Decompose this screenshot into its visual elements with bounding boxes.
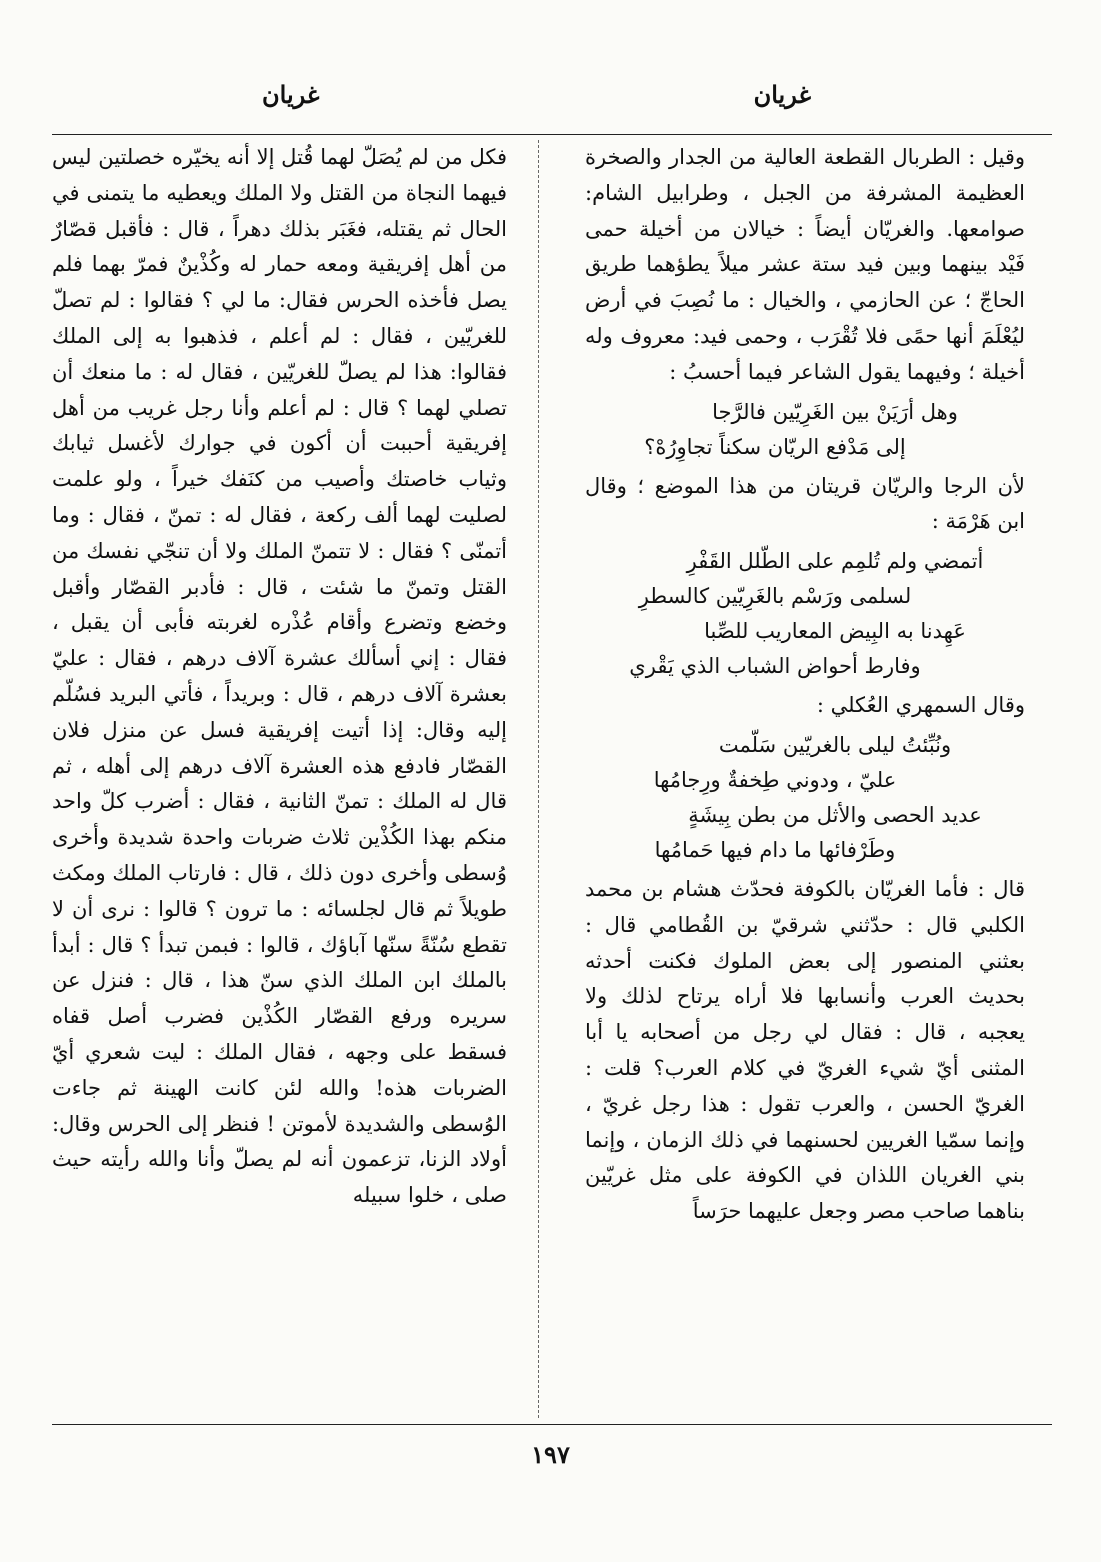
paragraph: وقال السمهري العُكلي : <box>816 693 1025 718</box>
header-left-title: غريان <box>262 80 320 109</box>
paragraph: لأن الرجا والريّان قريتان من هذا الموضع ؛ وقال ابن هَرْمَة : <box>585 473 1025 534</box>
verse-line: لسلمى ورَسْم بالغَرِيّين كالسطرِ <box>638 584 912 609</box>
paragraph: وقيل : الطربال القطعة العالية من الجدار والصخرة العظيمة المشرفة من الجبل ، وطرابيل الشام: صوامعها. والغريّان أيضاً : خيالان من أخيلة حمى فَيْد بينهما وبين فيد ستة عشر ميلاً يطؤهما طريق الحاجّ ؛ عن الحازمي ، والخيال : ما نُصِبَ في أرض ليُعْلَمَ أنها حمًى فلا تُقْرَب ، وحمى فيد: معروف وله أخيلة ؛ وفيهما يقول الشاعر فيما أحسبُ : <box>585 145 1025 384</box>
paragraph: فكل من لم يُصَلّ لهما قُتل إلا أنه يخيّره خصلتين ليس فيهما النجاة من القتل ولا الملك ويعطيه ما يتمنى في الحال ثم يقتله، فغَبَر بذلك دهراً ، قال : فأقبل قصّارٌ من أهل إفريقية ومعه حمار له وكُذْينٌ فمرّ بهما فلم يصل فأخذه الحرس فقال: ما لي ؟ فقالوا : لم تصلّ للغريّين ، فقال : لم أعلم ، فذهبوا به إلى الملك فقالوا: هذا لم يصلّ للغريّين ، فقال له : ما منعك أن تصلي لهما ؟ قال : لم أعلم وأنا رجل غريب من أهل إفريقية أحببت أن أكون في جوارك لأغسل ثيابك وثياب خاصتك وأصيب من كنَفك خيراً ، ولو علمت لصليت لهما ألف ركعة ، فقال له : تمنّ ، فقال : وما أتمنّى ؟ فقال : لا تتمنّ الملك ولا أن تنجّي نفسك من القتل وتمنّ ما شئت ، قال : فأدبر القصّار وأقبل وخضع وتضرع وأقام عُذْره لغربته فأبى أن يقبل ، فقال : إني أسألك عشرة آلاف درهم ، فقال : عليّ بعشرة آلاف درهم ، قال : وبريداً ، فأتي البريد فسُلّم إليه وقال: إذا أتيت إفريقية فسل عن منزل فلان القصّار فادفع هذه العشرة آلاف درهم إلى أهله ، ثم قال له الملك : تمنّ الثانية ، فقال : أضرب كلّ واحد منكم بهذا الكُذْين ثلاث ضربات واحدة شديدة وأخرى وُسطى وأخرى دون ذلك ، قال : فارتاب الملك ومكث طويلاً ثم قال لجلسائه : ما ترون ؟ قالوا : نرى أن لا تقطع سُنّةً سنّها آباؤك ، قالوا : فبمن تبدأ ؟ قال : أبدأ بالملك ابن الملك الذي سنّ هذا ، قال : فنزل عن سريره ورفع القصّار الكُذْين فضرب أصل قفاه فسقط على وجهه ، فقال الملك : ليت شعري أيّ الضربات هذه! والله لئن كانت الهينة ثم جاءت الوُسطى والشديدة لأموتن ! فنظر إلى الحرس وقال: أولاد الزنا، تزعمون أنه لم يصلّ وأنا والله رأيته حيث صلى ، خلوا سبيله <box>52 145 507 1208</box>
verse-line: إلى مَدْفع الريّان سكناً تجاوِرُهْ؟ <box>644 434 906 459</box>
verse-1 <box>585 395 1025 465</box>
verse-line: وفارط أحواض الشباب الذي يَقْري <box>629 654 921 679</box>
verse-line: وطَرْفائها ما دام فيها حَمامُها <box>654 837 896 862</box>
verse-line: أتمضي ولم تُلمِم على الطّلل القَفْرِ <box>686 549 984 574</box>
verse-line: ونُبِّئتُ ليلى بالغريّين سَلّمت <box>718 732 952 757</box>
verse-2 <box>585 544 1025 684</box>
verse-line: عليّ ، ودوني طِخفةٌ ورِجامُها <box>653 767 897 792</box>
page-number: ١٩٧ <box>531 1440 570 1469</box>
paragraph: قال : فأما الغريّان بالكوفة فحدّث هشام بن محمد الكلبي قال : حدّثني شرقيّ بن القُطامي قال : بعثني المنصور إلى بعض الملوك فكنت أحدثه بحديث العرب وأنسابها فلا أراه يرتاح لذلك ولا يعجبه ، قال : فقال لي رجل من أصحابه يا أبا المثنى أيّ شيء الغريّ في كلام العرب؟ قلت : الغريّ الحسن ، والعرب تقول : هذا رجل غريّ ، وإنما سمّيا الغريين لحسنهما في ذلك الزمان ، وإنما بني الغريان اللذان في الكوفة على مثل غريّين بناهما صاحب مصر وجعل عليهما حرَساً <box>585 876 1025 1224</box>
right-column <box>585 140 1025 1230</box>
header-right-title: غريان <box>753 80 811 109</box>
verse-line: وهل أرَيَنْ بين الغَرِيّين فالرَّجا <box>712 399 958 424</box>
left-column <box>52 140 507 1214</box>
bottom-rule <box>52 1424 1052 1425</box>
top-rule <box>52 134 1052 135</box>
verse-3 <box>585 728 1025 868</box>
verse-line: عديد الحصى والأثل من بطن بِيشَةٍ <box>688 802 982 827</box>
verse-line: عَهِدنا به البِيض المعاريب للصِّبا <box>704 619 966 644</box>
column-divider <box>538 140 539 1418</box>
